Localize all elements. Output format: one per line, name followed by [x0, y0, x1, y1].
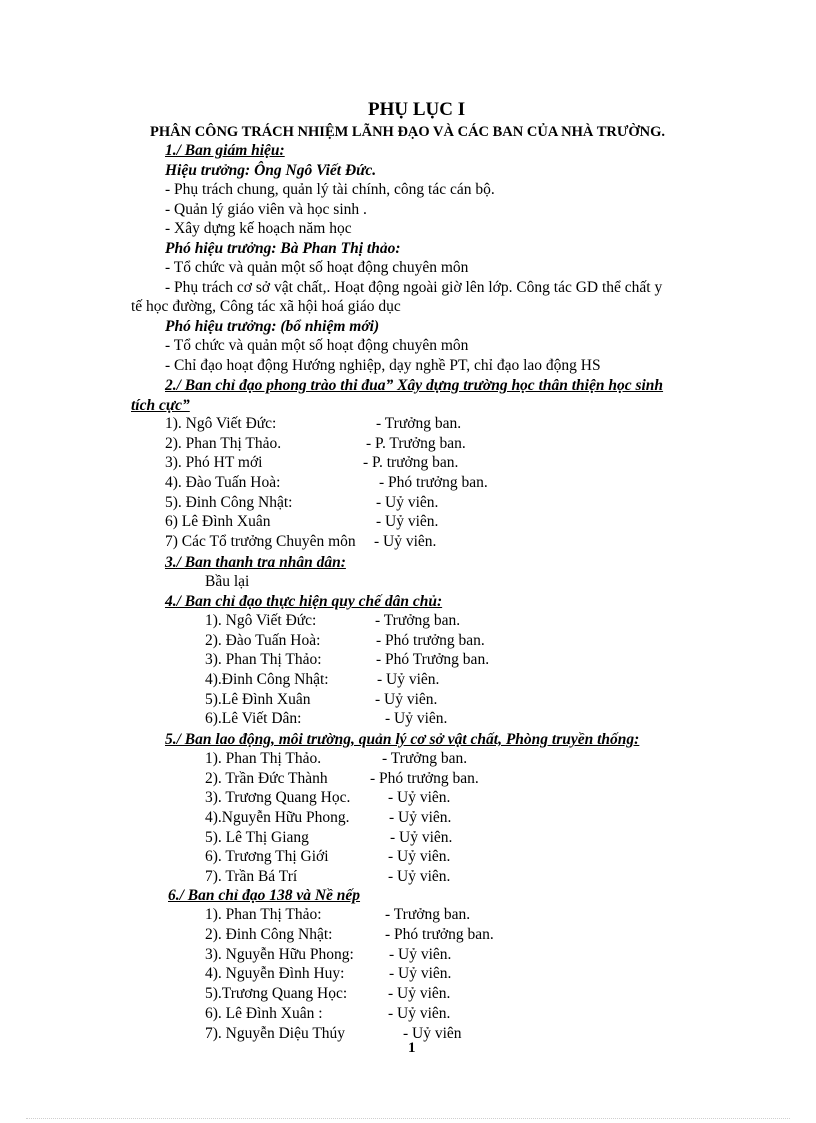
member-name: 1). Phan Thị Thảo. [205, 750, 322, 767]
member-name: 5).Lê Đình Xuân [205, 691, 311, 708]
section-6-heading: 6./ Ban chỉ đạo 138 và Nề nếp [168, 887, 361, 904]
section-5-heading: 5./ Ban lao động, môi trường, quản lý cơ sở vật chất, Phòng truyền thống: [165, 731, 640, 748]
member-name: 5). Đinh Công Nhật: [165, 494, 293, 511]
member-role: - Uỷ viên. [388, 868, 451, 885]
member-role: - Uỷ viên. [388, 985, 451, 1002]
vice-principal-1-label: Phó hiệu trưởng: Bà Phan Thị thảo: [165, 240, 401, 257]
page-subtitle: PHÂN CÔNG TRÁCH NHIỆM LÃNH ĐẠO VÀ CÁC BAN CỦA NHÀ TRƯỜNG. [150, 124, 666, 140]
member-role: - Phó trưởng ban. [370, 770, 479, 787]
member-name: 1). Ngô Viết Đức: [165, 415, 277, 432]
member-role: - Uỷ viên. [375, 691, 438, 708]
principal-label: Hiệu trưởng: Ông Ngô Viết Đức. [165, 162, 377, 179]
member-name: 5). Lê Thị Giang [205, 829, 309, 846]
member-name: 6). Lê Đình Xuân : [205, 1005, 323, 1022]
section-2-heading-cont: tích cực” [131, 397, 190, 414]
page-title: PHỤ LỤC I [368, 99, 466, 120]
page-number: 1 [408, 1040, 416, 1056]
section-4-heading: 4./ Ban chỉ đạo thực hiện quy chế dân chủ: [165, 593, 443, 610]
member-role: - Uỷ viên. [390, 829, 453, 846]
member-role: - Phó trưởng ban. [385, 926, 494, 943]
member-role: - Phó trưởng ban. [379, 474, 488, 491]
member-name: 3). Nguyễn Hữu Phong: [205, 946, 354, 963]
member-role: - Uỷ viên. [388, 789, 451, 806]
principal-task: - Quản lý giáo viên và học sinh . [165, 201, 367, 218]
member-role: - Phó Trưởng ban. [376, 651, 490, 668]
member-role: - Trưởng ban. [376, 415, 462, 432]
vice-principal-2-label: Phó hiệu trưởng: (bổ nhiệm mới) [165, 318, 380, 335]
member-name: 2). Phan Thị Thảo. [165, 435, 282, 452]
member-name: 4). Nguyễn Đình Huy: [205, 965, 345, 982]
vice-principal-1-task: - Phụ trách cơ sở vật chất,. Hoạt động ngoài giờ lên lớp. Công tác GD thể chất y [165, 279, 663, 296]
principal-task: - Xây dựng kế hoạch năm học [165, 220, 352, 237]
section-3-heading: 3./ Ban thanh tra nhân dân: [165, 554, 346, 571]
member-role: - Uỷ viên [403, 1025, 462, 1042]
page-bottom-border [26, 1118, 790, 1119]
member-role: - P. Trưởng ban. [366, 435, 466, 452]
member-role: - Uỷ viên. [385, 710, 448, 727]
member-role: - Uỷ viên. [389, 965, 452, 982]
member-name: 7). Trần Bá Trí [205, 868, 298, 885]
member-role: - Trưởng ban. [375, 612, 461, 629]
member-name: 2). Đinh Công Nhật: [205, 926, 333, 943]
member-name: 1). Ngô Viết Đức: [205, 612, 317, 629]
member-name: 7). Nguyễn Diệu Thúy [205, 1025, 346, 1042]
member-role: - Uỷ viên. [389, 946, 452, 963]
member-role: - Phó trưởng ban. [376, 632, 485, 649]
member-name: 3). Phan Thị Thảo: [205, 651, 322, 668]
member-name: 6). Trương Thị Giới [205, 848, 329, 865]
member-role: - Trưởng ban. [385, 906, 471, 923]
vice-principal-2-task: - Tổ chức và quản một số hoạt động chuyên môn [165, 337, 469, 354]
member-role: - Uỷ viên. [377, 671, 440, 688]
member-name: 4). Đào Tuấn Hoà: [165, 474, 281, 491]
member-name: 3). Phó HT mới [165, 454, 263, 471]
section-3-note: Bầu lại [205, 573, 250, 590]
member-role: - P. trưởng ban. [363, 454, 459, 471]
member-name: 3). Trương Quang Học. [205, 789, 351, 806]
member-name: 1). Phan Thị Thảo: [205, 906, 322, 923]
vice-principal-1-task: tế học đường, Công tác xã hội hoá giáo dục [131, 298, 401, 315]
member-role: - Uỷ viên. [388, 848, 451, 865]
member-name: 7) Các Tổ trưởng Chuyên môn [165, 533, 356, 550]
member-name: 6) Lê Đình Xuân [165, 513, 271, 530]
vice-principal-2-task: - Chỉ đạo hoạt động Hướng nghiệp, dạy nghề PT, chỉ đạo lao động HS [165, 357, 601, 374]
member-name: 2). Trần Đức Thành [205, 770, 328, 787]
member-role: - Uỷ viên. [376, 513, 439, 530]
member-role: - Uỷ viên. [376, 494, 439, 511]
member-name: 4).Đinh Công Nhật: [205, 671, 329, 688]
member-role: - Trưởng ban. [382, 750, 468, 767]
member-name: 6).Lê Viết Dân: [205, 710, 302, 727]
section-1-heading: 1./ Ban giám hiệu: [165, 142, 285, 159]
member-name: 5).Trương Quang Học: [205, 985, 348, 1002]
member-name: 4).Nguyễn Hữu Phong. [205, 809, 350, 826]
principal-task: - Phụ trách chung, quản lý tài chính, công tác cán bộ. [165, 181, 495, 198]
member-role: - Uỷ viên. [389, 809, 452, 826]
vice-principal-1-task: - Tổ chức và quản một số hoạt động chuyên môn [165, 259, 469, 276]
member-name: 2). Đào Tuấn Hoà: [205, 632, 321, 649]
member-role: - Uỷ viên. [388, 1005, 451, 1022]
section-2-heading: 2./ Ban chỉ đạo phong trào thi đua” Xây dựng trường học thân thiện học sinh [165, 377, 664, 394]
member-role: - Uỷ viên. [374, 533, 437, 550]
